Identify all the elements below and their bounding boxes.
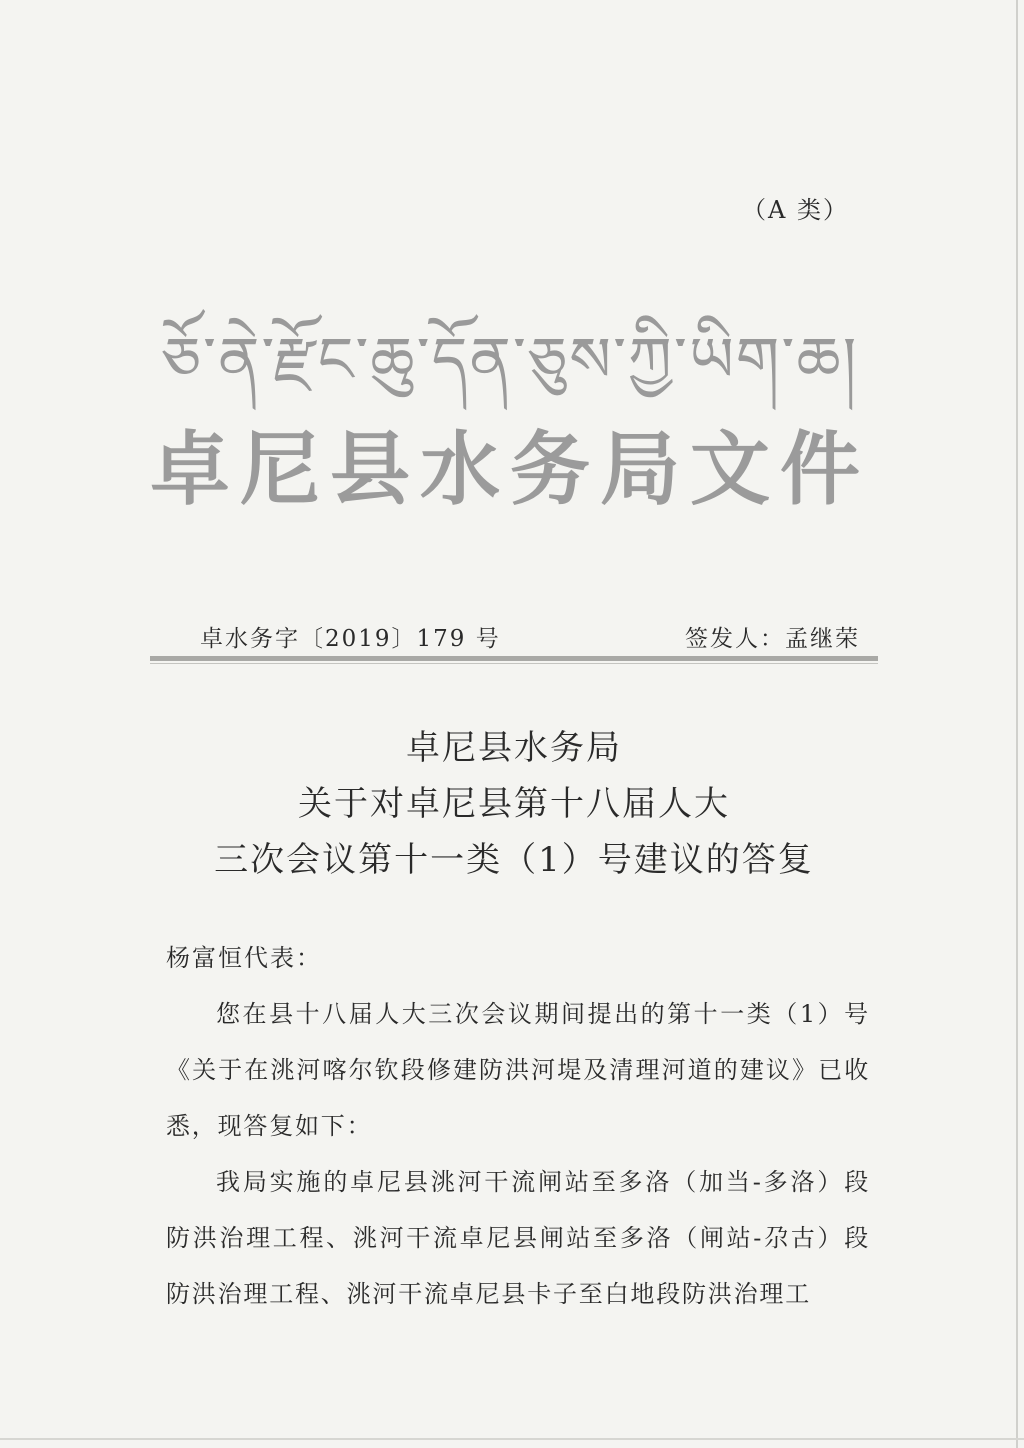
header-divider [150,656,878,661]
document-title-line: 关于对卓尼县第十八届人大 [298,784,730,824]
document-title-line: 卓尼县水务局 [406,728,622,768]
page-edge [0,1438,1024,1440]
document-title-line: 三次会议第十一类（1）号建议的答复 [214,840,814,880]
page-edge [1016,0,1018,1448]
salutation: 杨富恒代表： [166,944,322,972]
tibetan-agency-title: ཅོ་ནེ་རྫོང་ཆུ་དོན་ཅུས་ཀྱི་ཡིག་ཆ། [161,323,859,396]
agency-title: 卓尼县水务局文件 [150,422,870,516]
classification-label: （A 类） [742,196,849,224]
body-paragraph: 我局实施的卓尼县洮河干流闸站至多洛（加当-多洛）段防洪治理工程、洮河干流卓尼县闸站至多洛（闸站-尕古）段防洪治理工程、洮河干流卓尼县卡子至白地段防洪治理工 [166,1168,870,1308]
body-paragraph: 您在县十八届人大三次会议期间提出的第十一类（1）号《关于在洮河喀尔钦段修建防洪河堤及清理河道的建议》已收悉，现答复如下： [166,1000,870,1140]
document-number: 卓水务字〔2019〕179 号 [200,626,501,652]
issuer: 签发人：孟继荣 [685,626,860,652]
